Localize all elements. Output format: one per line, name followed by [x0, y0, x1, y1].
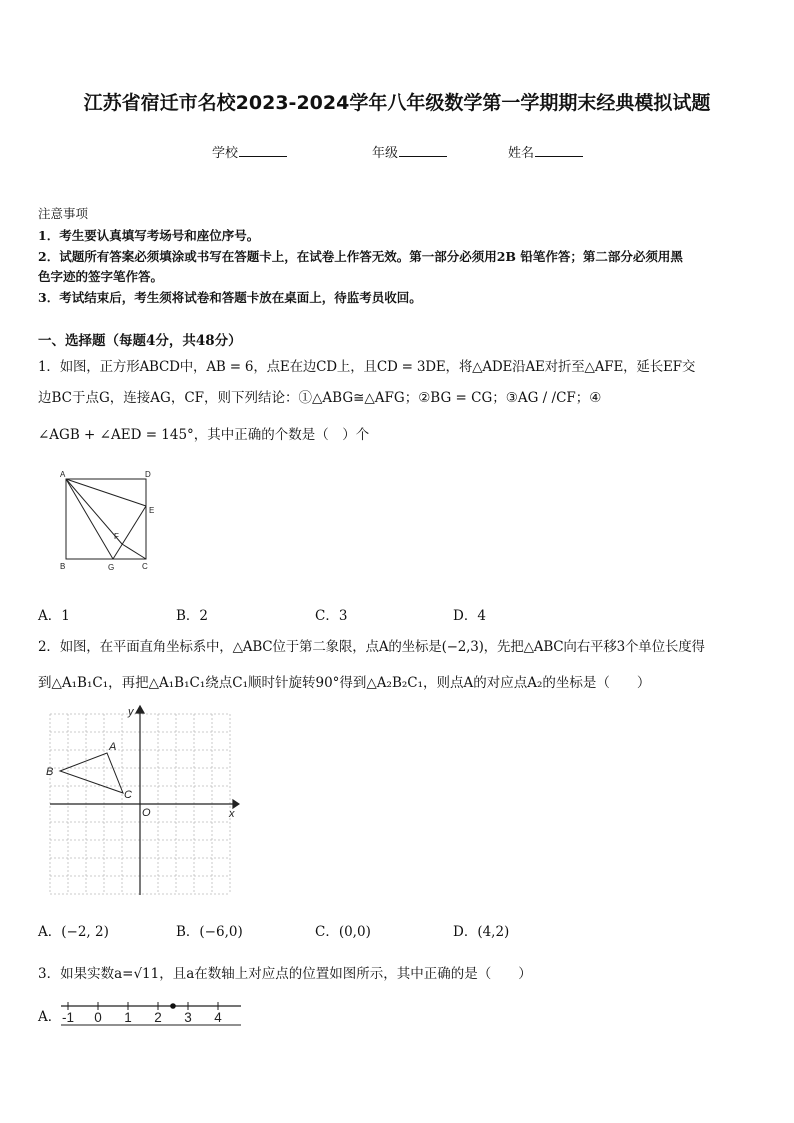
axis-label-x: x	[229, 808, 235, 820]
q2-option-a[interactable]: A．(−2, 2)	[38, 924, 109, 940]
q1-line-2: 边BC于点G，连接AG，CF，则下列结论：①△ABG≅△AFG；②BG = CG；③AG / /CF；④	[38, 390, 602, 406]
number-line-tick-label: 2	[154, 1010, 162, 1025]
point-a-marker	[170, 1003, 176, 1009]
vertex-b-label: B	[46, 766, 54, 778]
q1-square-figure	[55, 465, 165, 575]
q2-option-d[interactable]: D．(4,2)	[453, 924, 510, 940]
q2-option-b[interactable]: B．(−6,0)	[176, 924, 243, 940]
school-label: 学校	[212, 146, 239, 161]
notice-item-1: 1．考生要认真填写考场号和座位序号。	[38, 228, 260, 243]
notice-item-2: 2．试题所有答案必须填涂或书写在答题卡上，在试卷上作答无效。第一部分必须用2B 铅笔作答；第二部分必须用黑	[38, 249, 683, 264]
number-line-tick-label: 0	[94, 1010, 102, 1025]
q1-option-d[interactable]: D．4	[453, 608, 486, 624]
axis-label-y: y	[128, 706, 134, 718]
q3-number-line	[58, 1000, 244, 1028]
q1-line-3: ∠AGB + ∠AED = 145°，其中正确的个数是（ ）个	[38, 427, 370, 443]
x-axis-arrow	[233, 800, 239, 808]
vertex-a-label: A	[109, 741, 117, 753]
name-field[interactable]	[508, 142, 583, 161]
vertex-c-label: C	[124, 789, 132, 801]
triangle-abc	[60, 753, 123, 793]
label-g: G	[108, 563, 115, 572]
label-d: D	[145, 470, 151, 479]
notice-item-2-cont: 色字迹的签字笔作答。	[38, 269, 164, 284]
school-field[interactable]	[212, 142, 287, 161]
school-blank[interactable]	[239, 144, 287, 157]
label-c: C	[142, 562, 148, 571]
name-label: 姓名	[508, 146, 535, 161]
q2-coordinate-grid	[40, 702, 240, 902]
number-line-tick-label: 1	[124, 1010, 132, 1025]
origin-label: O	[142, 807, 151, 819]
q1-option-a[interactable]: A．1	[38, 608, 70, 624]
q1-option-c[interactable]: C．3	[315, 608, 348, 624]
number-line-tick-label: 3	[184, 1010, 192, 1025]
q1-line-1: 1．如图，正方形ABCD中，AB = 6，点E在边CD上，且CD = 3DE，将△ADE沿AE对折至△AFE，延长EF交	[38, 359, 696, 375]
q3-option-a-label: A．	[38, 1009, 62, 1025]
grade-field[interactable]	[372, 142, 447, 161]
segment-ag	[66, 479, 113, 559]
q2-line-1: 2．如图，在平面直角坐标系中，△ABC位于第二象限，点A的坐标是(−2,3)，先把△ABC向右平移3个单位长度得	[38, 639, 705, 655]
notice-heading: 注意事项	[38, 206, 89, 221]
q1-option-b[interactable]: B．2	[176, 608, 209, 624]
grade-blank[interactable]	[399, 144, 447, 157]
label-e: E	[149, 506, 155, 515]
label-f: F	[114, 532, 119, 541]
segment-cf	[122, 544, 146, 559]
grade-label: 年级	[372, 146, 399, 161]
y-axis-arrow	[136, 706, 144, 713]
number-line-tick-label: 4	[214, 1010, 222, 1025]
label-b: B	[60, 562, 66, 571]
number-line-tick-label: -1	[61, 1010, 75, 1025]
q2-option-c[interactable]: C．(0,0)	[315, 924, 371, 940]
section-heading: 一、选择题（每题4分，共48分）	[38, 333, 242, 349]
notice-item-3: 3．考试结束后，考生须将试卷和答题卡放在桌面上，待监考员收回。	[38, 290, 422, 305]
label-a: A	[60, 470, 66, 479]
q2-line-2: 到△A₁B₁C₁，再把△A₁B₁C₁绕点C₁顺时针旋转90°得到△A₂B₂C₁，则点A的对应点A₂的坐标是（ ）	[38, 675, 651, 691]
q3-line-1: 3．如果实数a=√11，且a在数轴上对应点的位置如图所示，其中正确的是（ ）	[38, 966, 532, 982]
page-title: 江苏省宿迁市名校2023-2024学年八年级数学第一学期期末经典模拟试题	[83, 92, 711, 114]
name-blank[interactable]	[535, 144, 583, 157]
